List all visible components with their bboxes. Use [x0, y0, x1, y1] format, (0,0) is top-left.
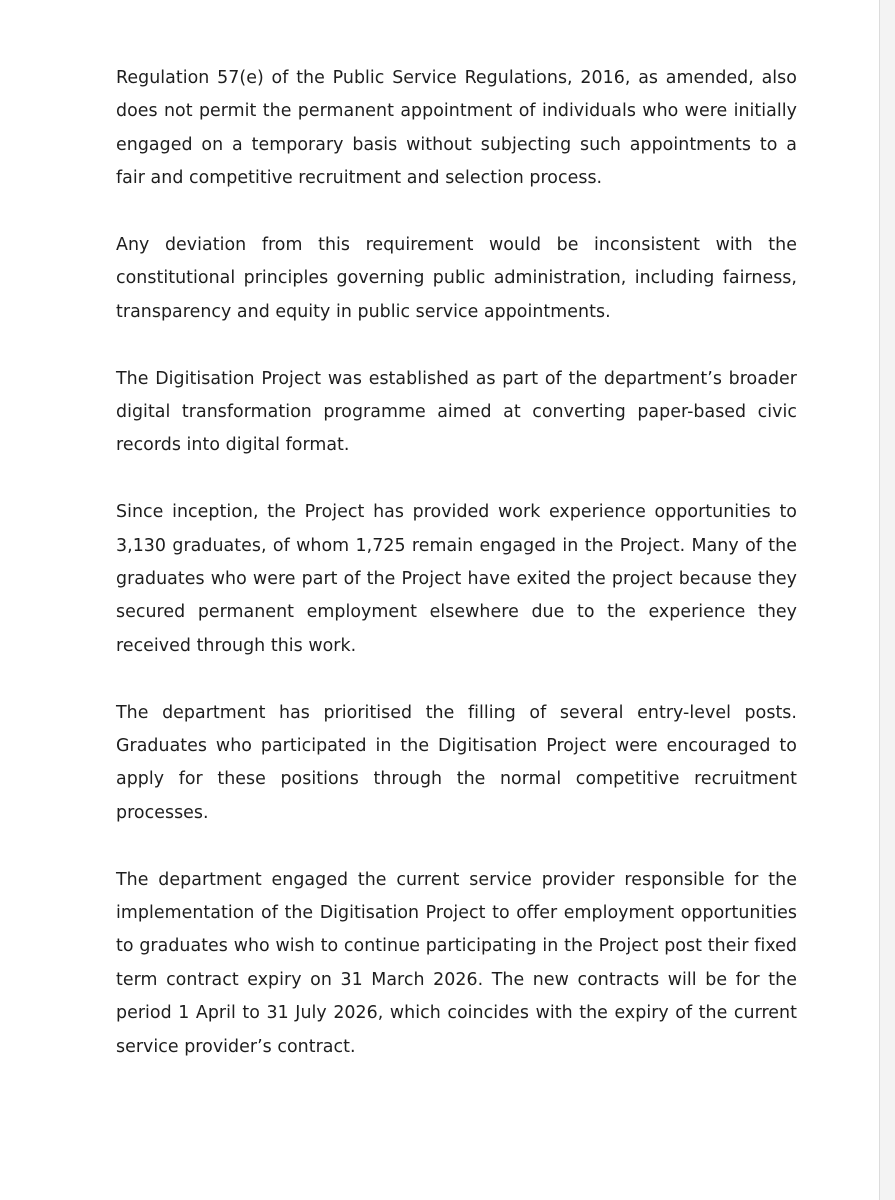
paragraph-entry-level-posts: The department has prioritised the filling of several entry-level posts. Graduates who participated in the Digitisation Project were encouraged to apply for these positions through the normal competitive recruitment processes. — [116, 702, 797, 823]
paragraph-deviation: Any deviation from this requirement would be inconsistent with the constitutional principles governing public administration, including fairness, transparency and equity in public service appointments. — [116, 235, 797, 322]
paragraph-service-provider: The department engaged the current service provider responsible for the implementation of the Digitisation Project to offer employment opportunities to graduates who wish to continue participating in the Project post their fixed term contract expiry on 31 March 2026. The new contracts will be for the period 1 April to 31 July 2026, which coincides with the expiry of the current service provider’s contract. — [116, 869, 797, 1057]
paragraph-regulation-57e: Regulation 57(e) of the Public Service Regulations, 2016, as amended, also does not permit the permanent appointment of individuals who were initially engaged on a temporary basis without subjecting such appointments to a fair and competitive recruitment and selection process. — [116, 68, 797, 189]
paragraph-digitisation-project: The Digitisation Project was established as part of the department’s broader digital transformation programme aimed at converting paper-based civic records into digital format. — [116, 368, 797, 456]
paragraph-since-inception: Since inception, the Project has provided work experience opportunities to 3,130 graduates, of whom 1,725 remain engaged in the Project. Many of the graduates who were part of the Project have exited the project because they secured permanent employment elsewhere due to the experience they received through this work. — [116, 502, 797, 656]
document-body — [116, 62, 797, 1098]
